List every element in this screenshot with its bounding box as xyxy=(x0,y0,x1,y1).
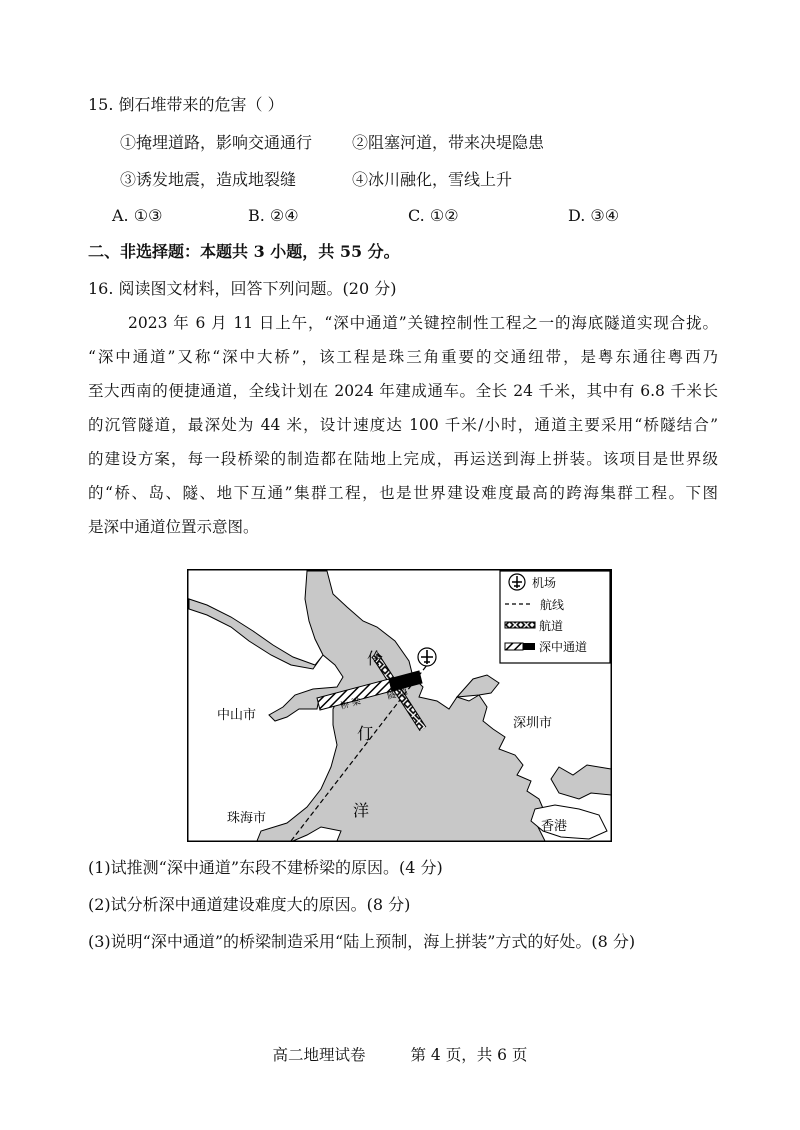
q15-option-b: B. ②④ xyxy=(248,206,299,225)
label-shenzhen: 深圳市 xyxy=(513,716,553,731)
legend xyxy=(500,571,610,663)
q16-material xyxy=(88,306,718,544)
q15-option-c: C. ①② xyxy=(408,206,459,225)
material-line: 的“桥、岛、隧、地下互通”集群工程，也是世界建设难度最高的跨海集群工程。下图 xyxy=(88,484,718,502)
legend-tunnel-label: 深中通道 xyxy=(539,640,588,654)
footer-page: 第 4 页，共 6 页 xyxy=(410,1046,528,1064)
q15-option-d: D. ③④ xyxy=(568,206,620,225)
material-line: 2023 年 6 月 11 日上午，“深中通道”关键控制性工程之一的海底隧道实现合拢。 xyxy=(128,314,718,332)
q16-sub1: (1)试推测“深中通道”东段不建桥梁的原因。(4 分) xyxy=(88,858,443,877)
legend-route-label: 航线 xyxy=(540,598,565,612)
material-line: 的建设方案，每一段桥梁的制造都在陆地上完成，再运送到海上拼装。该项目是世界级 xyxy=(88,450,718,468)
location-map xyxy=(187,569,612,842)
q15-item-2: ②阻塞河道，带来决堤隐患 xyxy=(352,133,545,152)
legend-airport-icon xyxy=(509,574,525,590)
q15-stem: 15. 倒石堆带来的危害（ ） xyxy=(88,95,284,114)
footer-subject: 高二地理试卷 xyxy=(272,1046,366,1064)
legend-channel-swatch xyxy=(505,622,535,628)
label-zhongshan: 中山市 xyxy=(217,708,257,723)
legend-tunnel-swatch-bridge xyxy=(505,643,523,650)
q15-option-a: A. ①③ xyxy=(112,206,163,225)
section-heading: 二、非选择题：本题共 3 小题，共 55 分。 xyxy=(88,242,400,261)
q15-item-3: ③诱发地震，造成地裂缝 xyxy=(120,170,297,189)
label-sea-yang: 洋 xyxy=(353,801,370,820)
material-line: 是深中通道位置示意图。 xyxy=(88,518,259,536)
label-bridge: 桥 梁 xyxy=(339,696,362,712)
label-tunnel: 隧 道 xyxy=(386,686,409,702)
legend-airport-label: 机场 xyxy=(532,576,557,590)
label-sea-ding: 仃 xyxy=(357,724,374,743)
legend-channel-label: 航道 xyxy=(539,619,564,633)
label-zhuhai: 珠海市 xyxy=(227,811,267,826)
q15-item-4: ④冰川融化，雪线上升 xyxy=(352,170,513,189)
page-footer xyxy=(0,1043,800,1065)
q16-stem: 16. 阅读图文材料，回答下列问题。(20 分) xyxy=(88,279,397,298)
material-line: 的沉管隧道，最深处为 44 米，设计速度达 100 千米/小时，通道主要采用“桥隧结合” xyxy=(88,416,718,434)
label-sea-ling: 伶 xyxy=(367,649,384,668)
q16-sub3: (3)说明“深中通道”的桥梁制造采用“陆上预制，海上拼装”方式的好处。(8 分) xyxy=(88,932,636,951)
q15-item-1: ①掩埋道路，影响交通通行 xyxy=(120,133,313,152)
label-hongkong: 香港 xyxy=(541,819,568,834)
material-line: 至大西南的便捷通道，全线计划在 2024 年建成通车。全长 24 千米，其中有 6.8 千米长 xyxy=(88,382,718,400)
airport-icon xyxy=(418,648,436,666)
q16-sub2: (2)试分析深中通道建设难度大的原因。(8 分) xyxy=(88,895,411,914)
legend-tunnel-swatch-tunnel xyxy=(523,643,535,650)
material-line: “深中通道”又称“深中大桥”，该工程是珠三角重要的交通纽带，是粤东通往粤西乃 xyxy=(88,348,718,366)
